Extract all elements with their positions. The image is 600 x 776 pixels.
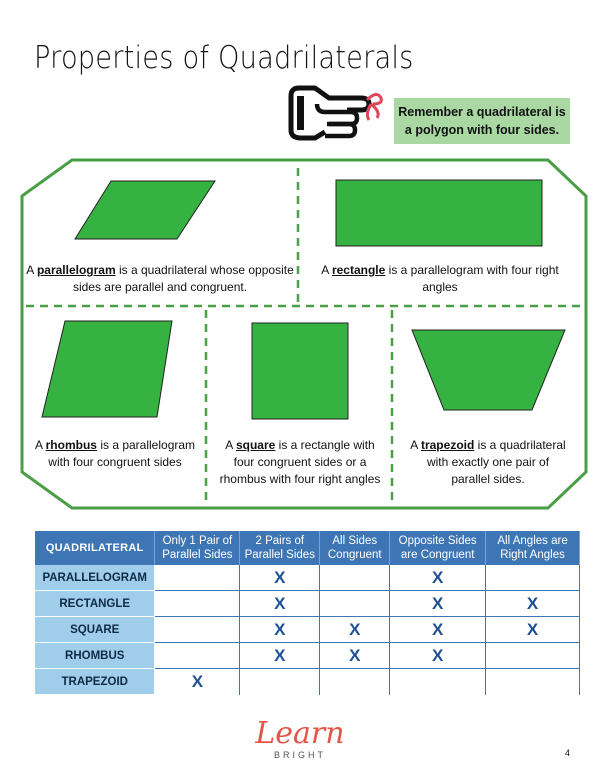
page-title: Properties of Quadrilaterals <box>34 40 414 76</box>
table-cell <box>320 591 390 617</box>
table-cell <box>155 643 240 669</box>
table-cell <box>486 669 580 695</box>
table-row <box>35 617 580 643</box>
rectangle-shape <box>336 180 542 246</box>
rectangle-term: rectangle <box>331 263 386 277</box>
table-cell <box>155 591 240 617</box>
table-cell <box>390 669 486 695</box>
properties-table <box>35 531 580 695</box>
logo-word: Learn <box>255 716 345 751</box>
table-cell: X <box>390 643 486 669</box>
table-row <box>35 565 580 591</box>
column-header: Opposite Sides are Congruent <box>390 531 486 565</box>
parallelogram-term: parallelogram <box>36 263 116 277</box>
table-row <box>35 591 580 617</box>
parallelogram-shape <box>75 181 215 239</box>
table-cell <box>486 565 580 591</box>
table-cell: X <box>240 591 320 617</box>
logo-sub: BRIGHT <box>273 750 326 760</box>
column-header: All Sides Congruent <box>320 531 390 565</box>
table-row <box>35 669 580 695</box>
reminder-line-2: a polygon with four sides. <box>404 123 560 137</box>
table-cell: X <box>390 617 486 643</box>
row-header: RECTANGLE <box>35 591 155 617</box>
learn-bright-logo <box>250 718 350 768</box>
trapezoid-shape <box>412 330 565 410</box>
table-cell: X <box>390 565 486 591</box>
trapezoid-term: trapezoid <box>420 438 475 452</box>
column-header: QUADRILATERAL <box>35 531 155 565</box>
parallelogram-caption: A parallelogram is a quadrilateral whose opposite sides are parallel and congruent. <box>26 263 294 294</box>
column-header: All Angles are Right Angles <box>486 531 580 565</box>
rhombus-shape <box>42 321 172 417</box>
row-header: SQUARE <box>35 617 155 643</box>
row-header: TRAPEZOID <box>35 669 155 695</box>
table-row <box>35 643 580 669</box>
reminder-line-1: Remember a quadrilateral is <box>398 105 566 119</box>
square-shape <box>252 323 348 419</box>
table-cell: X <box>320 643 390 669</box>
column-header: 2 Pairs of Parallel Sides <box>240 531 320 565</box>
table-cell: X <box>240 565 320 591</box>
square-caption: A square is a rectangle with four congruent sides or a rhombus with four right angles <box>219 438 381 486</box>
square-term: square <box>235 438 276 452</box>
rectangle-caption: A rectangle is a parallelogram with four right angles <box>321 263 559 294</box>
table-cell <box>155 617 240 643</box>
table-cell: X <box>390 591 486 617</box>
table-cell: X <box>320 617 390 643</box>
page-number: 4 <box>565 748 571 758</box>
table-cell: X <box>486 617 580 643</box>
table-cell <box>486 643 580 669</box>
table-cell <box>155 565 240 591</box>
table-cell: X <box>155 669 240 695</box>
rhombus-caption: A rhombus is a parallelogram with four congruent sides <box>34 438 196 469</box>
rhombus-term: rhombus <box>45 438 97 452</box>
column-header: Only 1 Pair of Parallel Sides <box>155 531 240 565</box>
row-header: RHOMBUS <box>35 643 155 669</box>
table-cell <box>240 669 320 695</box>
table-header-row <box>35 531 580 565</box>
table-cell <box>320 669 390 695</box>
table-cell: X <box>486 591 580 617</box>
trapezoid-caption: A trapezoid is a quadrilateral with exactly one pair of parallel sides. <box>410 438 566 486</box>
table-cell <box>320 565 390 591</box>
table-cell: X <box>240 617 320 643</box>
row-header: PARALLELOGRAM <box>35 565 155 591</box>
table-cell: X <box>240 643 320 669</box>
